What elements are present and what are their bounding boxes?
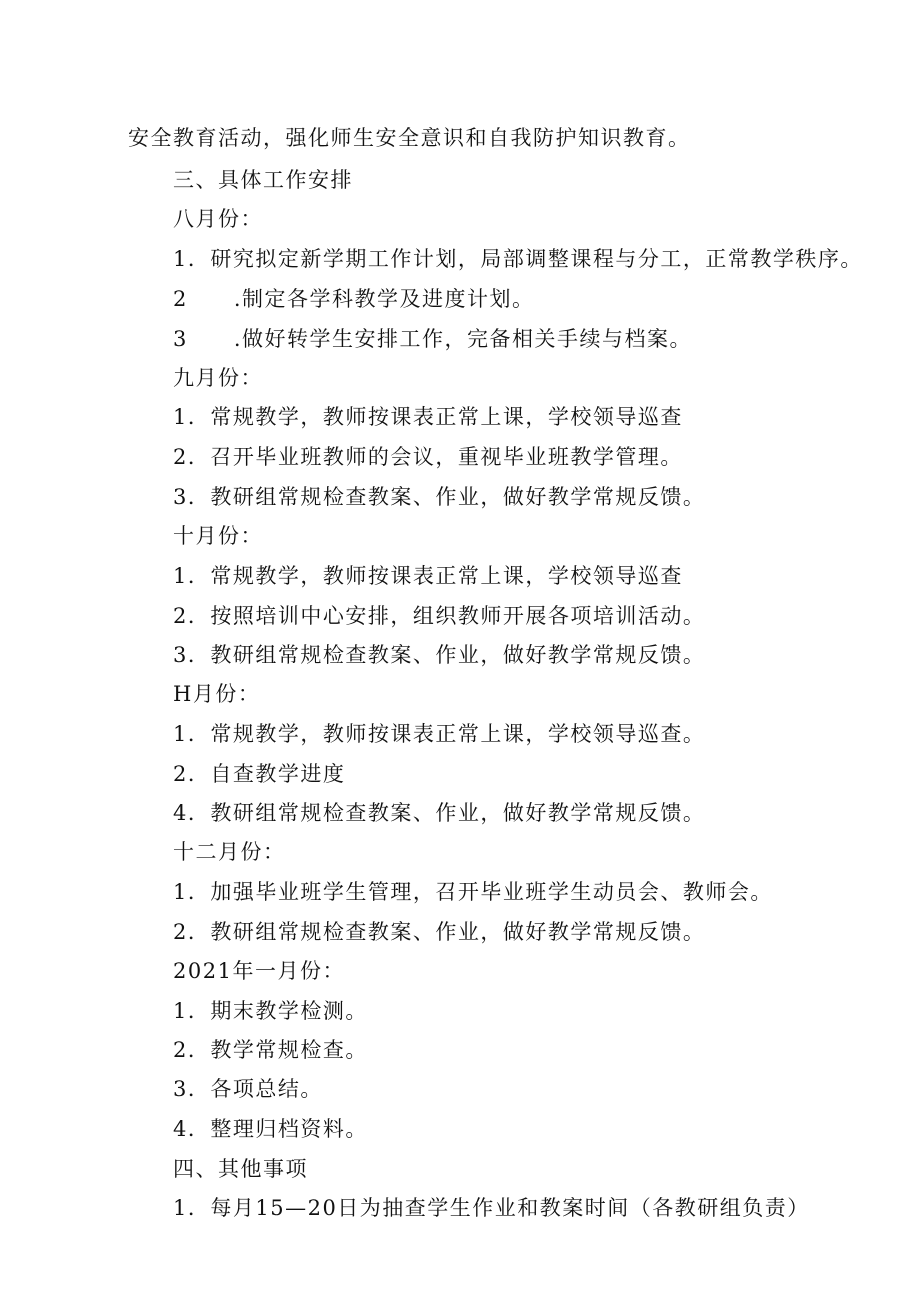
month-heading-november: H月份： (173, 682, 261, 706)
september-item-1: 1．常规教学，教师按课表正常上课，学校领导巡查 (173, 405, 683, 429)
november-item-2: 2．自查教学进度 (173, 762, 346, 786)
month-heading-january-2021: 2021年一月份： (173, 959, 345, 983)
september-item-3: 3．教研组常规检查教案、作业，做好教学常规反馈。 (173, 485, 706, 509)
paragraph-continuation: 安全教育活动，强化师生安全意识和自我防护知识教育。 (128, 126, 691, 150)
month-heading-october: 十月份： (173, 524, 263, 548)
october-item-1: 1．常规教学，教师按课表正常上课，学校领导巡查 (173, 564, 683, 588)
november-item-4: 4．教研组常规检查教案、作业，做好教学常规反馈。 (173, 801, 706, 825)
october-item-3: 3．教研组常规检查教案、作业，做好教学常规反馈。 (173, 643, 706, 667)
section-heading-3: 三、具体工作安排 (173, 168, 353, 192)
section-heading-4: 四、其他事项 (173, 1157, 308, 1181)
august-item-3 (173, 325, 692, 353)
month-heading-august: 八月份： (173, 207, 263, 231)
august-item-3-number: 3 (173, 327, 188, 351)
other-item-1: 1．每月15—20日为抽查学生作业和教案时间（各教研组负责） (173, 1196, 810, 1220)
august-item-1: 1．研究拟定新学期工作计划，局部调整课程与分工，正常教学秩序。 (173, 247, 863, 271)
september-item-2: 2．召开毕业班教师的会议，重视毕业班教学管理。 (173, 445, 683, 469)
january-item-1: 1．期末教学检测。 (173, 999, 368, 1023)
august-item-2-text: .制定各学科教学及进度计划。 (233, 287, 535, 311)
january-item-2: 2．教学常规检查。 (173, 1038, 368, 1062)
august-item-2-number: 2 (173, 287, 188, 311)
december-item-2: 2．教研组常规检查教案、作业，做好教学常规反馈。 (173, 920, 706, 944)
october-item-2: 2．按照培训中心安排，组织教师开展各项培训活动。 (173, 604, 706, 628)
january-item-3: 3．各项总结。 (173, 1077, 323, 1101)
december-item-1: 1．加强毕业班学生管理，召开毕业班学生动员会、教师会。 (173, 880, 773, 904)
january-item-4: 4．整理归档资料。 (173, 1117, 368, 1141)
november-item-1: 1．常规教学，教师按课表正常上课，学校领导巡查。 (173, 722, 706, 746)
month-heading-december: 十二月份： (173, 840, 286, 864)
august-item-3-text: .做好转学生安排工作，完备相关手续与档案。 (233, 327, 693, 351)
august-item-2 (173, 285, 535, 313)
month-heading-september: 九月份： (173, 366, 263, 390)
